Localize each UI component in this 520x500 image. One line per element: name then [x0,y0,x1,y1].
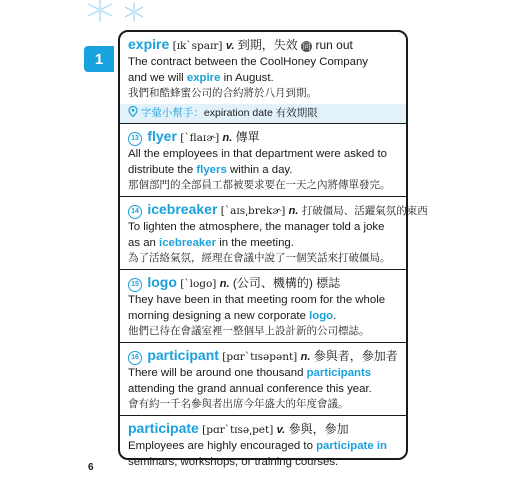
headword: logo [147,274,177,290]
tip-label: 字彙小幫手： [140,107,204,119]
synonym: run out [315,38,353,52]
entry-expire [120,32,406,124]
highlight-word: icebreaker [159,237,217,249]
example-text: in the meeting. [216,237,294,249]
part-of-speech: v. [225,40,235,52]
highlight-word: participate in [316,440,387,452]
example-text: distribute the [128,164,197,176]
pronunciation: [pɑr`tɪsə͵pet] [202,424,274,436]
example-text: There will be around one thousand [128,367,307,379]
example-text: attending the grand annual conference this year. [128,383,372,395]
highlight-word: expire [186,72,221,84]
meaning: 參與，參加 [288,422,349,436]
example-sentence [128,292,398,324]
part-of-speech: v. [276,424,286,436]
part-of-speech: n. [288,205,299,217]
example-sentence [128,54,398,86]
example-sentence [128,146,398,178]
translation: 他們已待在會議室裡一整個早上設計新的公司標誌。 [128,325,370,337]
entry-participant [120,343,406,416]
part-of-speech: n. [222,132,233,144]
example-sentence [128,219,398,251]
example-text: . [333,310,337,322]
entry-logo [120,270,406,343]
headword: participant [147,347,219,363]
tip-text: expiration date 有效期限 [203,107,318,119]
translation: 為了活絡氣氛，經理在會議中說了一個笑話來打破僵局。 [128,252,391,264]
headword: participate [128,420,199,436]
meaning: (公司、機構的) 標誌 [232,276,341,290]
headword: expire [128,36,170,52]
example-text: All the employees in that department were asked to [128,148,387,160]
entry-number: 16 [128,351,142,365]
example-sentence [128,438,398,470]
part-of-speech: n. [219,278,230,290]
entry-number: 15 [128,278,142,292]
vocab-tip [120,104,406,123]
snowflake-decoration [82,0,162,30]
page-number: 6 [88,462,94,473]
entry-number: 14 [128,205,142,219]
pronunciation: [`aɪs͵brekɚ] [220,205,286,217]
pronunciation: [`logo] [180,278,217,290]
highlight-word: flyers [196,164,227,176]
translation: 那個部門的全部員工都被要求要在一天之內將傳單發完。 [128,179,391,191]
chapter-tab: 1 [84,46,114,72]
example-text: as an [128,237,160,249]
meaning: 打破僵局、活躍氣氛的東西 [301,205,428,217]
example-text: To lighten the atmosphere, the manager told a joke [128,221,385,233]
example-text: morning designing a new corporate [128,310,310,322]
meaning: 參與者，參加者 [313,349,398,363]
pronunciation: [`flaɪɚ] [180,132,220,144]
example-sentence [128,365,398,397]
part-of-speech: n. [300,351,311,363]
headword: icebreaker [147,201,218,217]
pronunciation: [ɪk`spaɪr] [172,40,223,52]
highlight-word: logo [309,310,334,322]
entry-number: 13 [128,132,142,146]
example-text: seminars, workshops, or training courses. [128,456,339,468]
meaning: 到期，失效 [237,38,298,52]
example-text: within a day. [226,164,293,176]
example-text: and we will [128,72,187,84]
translation: 我們和酷蜂蜜公司的合約將於八月到期。 [128,87,317,99]
example-text: Employees are highly encouraged to [128,440,317,452]
entry-flyer [120,124,406,197]
translation: 會有約一千名參與者出席今年盛大的年度會議。 [128,398,349,410]
example-text: The contract between the CoolHoney Company [128,56,368,68]
example-text: They have been in that meeting room for the whole [128,294,386,306]
entry-participate [120,416,406,473]
example-text: in August. [220,72,274,84]
vocabulary-card [118,30,428,468]
entry-icebreaker [120,197,428,270]
synonym-icon: 同 [302,42,311,51]
highlight-word: participants [306,367,372,379]
pronunciation: [pɑr`tɪsəpənt] [222,351,298,363]
meaning: 傳單 [235,130,260,144]
headword: flyer [147,128,177,144]
location-pin-icon [128,106,138,117]
